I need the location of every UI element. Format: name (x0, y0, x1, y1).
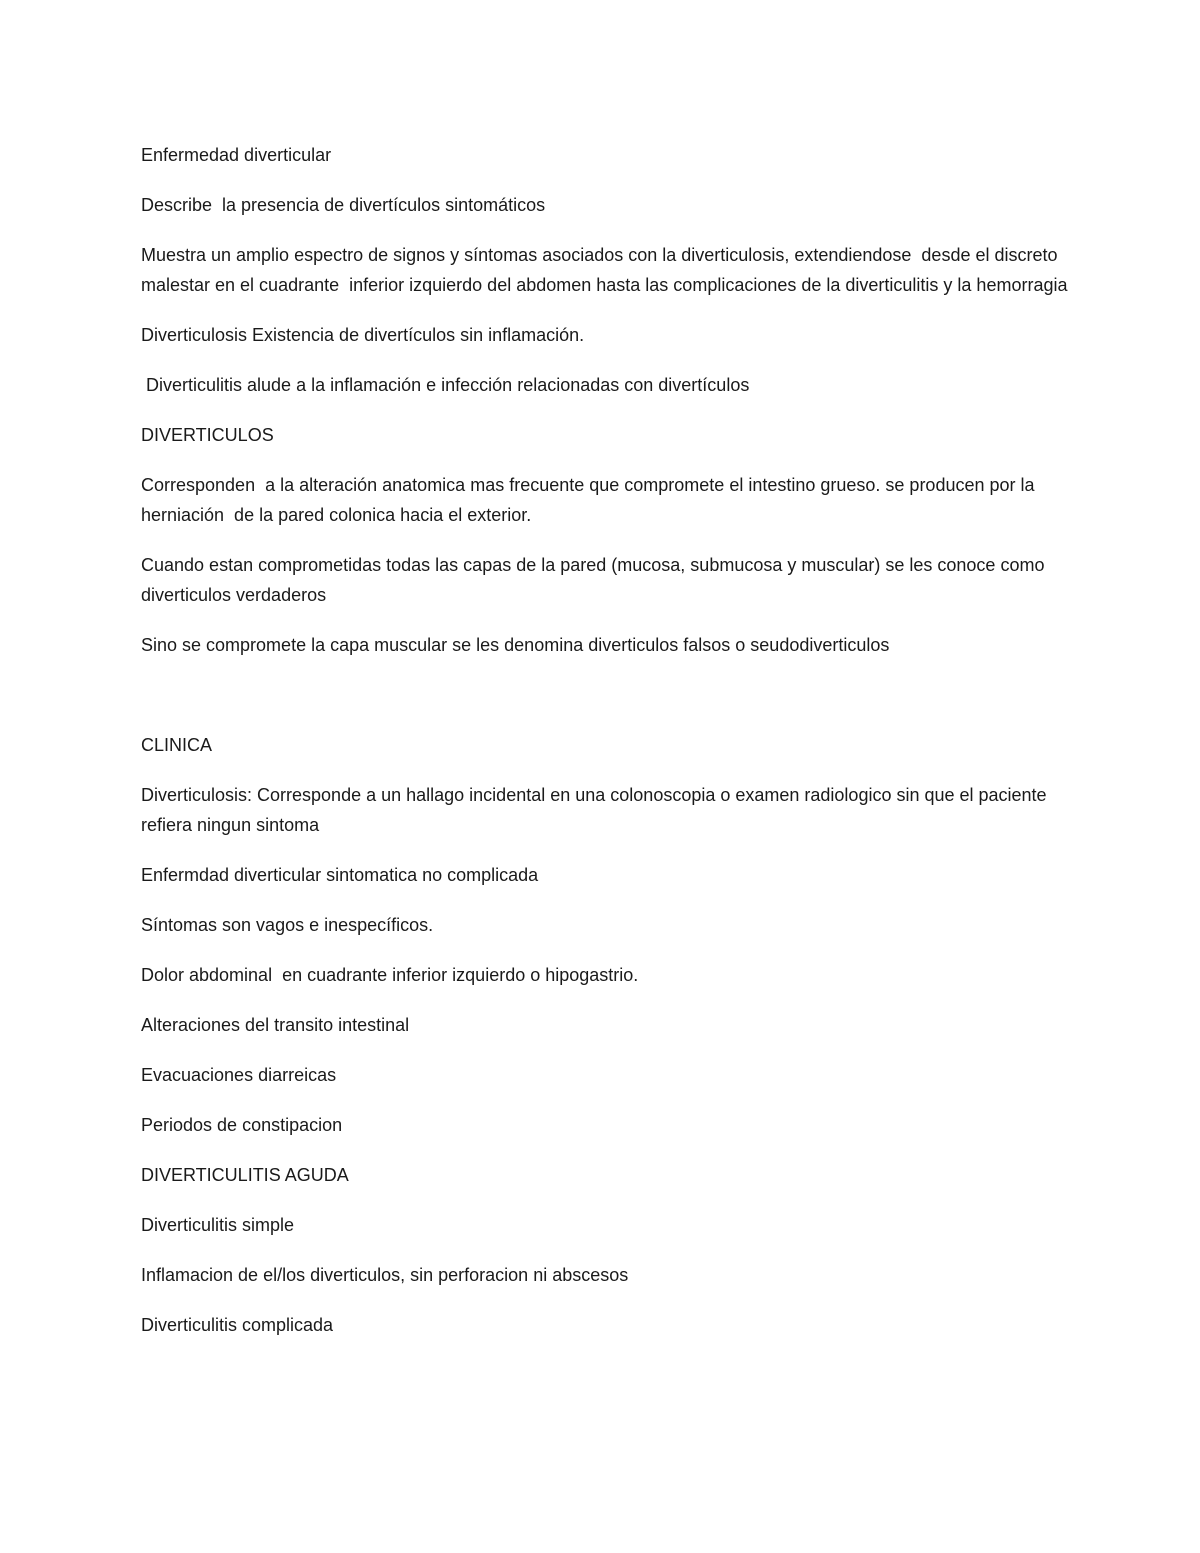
paragraph: Enfermdad diverticular sintomatica no complicada (141, 865, 539, 885)
paragraph: Diverticulitis alude a la inflamación e infección relacionadas con divertículos (141, 375, 750, 395)
paragraph: Diverticulitis complicada (141, 1315, 334, 1335)
paragraph: Sino se compromete la capa muscular se les denomina diverticulos falsos o seudodiverticulos (141, 635, 890, 655)
paragraph: Cuando estan comprometidas todas las capas de la pared (mucosa, submucosa y muscular) se les conoce como diverticulos verdaderos (141, 555, 1050, 605)
paragraph: Diverticulosis: Corresponde a un hallago incidental en una colonoscopia o examen radiologico sin que el paciente refiera ningun sintoma (141, 785, 1052, 835)
paragraph: Diverticulitis simple (141, 1215, 295, 1235)
paragraph: Muestra un amplio espectro de signos y síntomas asociados con la diverticulosis, extendiendose desde el discreto malestar en el cuadrante inferior izquierdo del abdomen hasta las complicaciones de la diverticulitis y la hemorragia (141, 245, 1068, 295)
document-body (141, 140, 1071, 1360)
paragraph: Describe la presencia de divertículos sintomáticos (141, 195, 546, 215)
paragraph: Síntomas son vagos e inespecíficos. (141, 915, 434, 935)
section-heading: CLINICA (141, 735, 213, 755)
paragraph: Evacuaciones diarreicas (141, 1065, 337, 1085)
paragraph: Inflamacion de el/los diverticulos, sin perforacion ni abscesos (141, 1265, 629, 1285)
paragraph: Corresponden a la alteración anatomica mas frecuente que compromete el intestino grueso. se producen por la herniación de la pared colonica hacia el exterior. (141, 475, 1040, 525)
paragraph: Periodos de constipacion (141, 1115, 343, 1135)
paragraph: Alteraciones del transito intestinal (141, 1015, 410, 1035)
section-heading: DIVERTICULOS (141, 425, 274, 445)
section-heading: DIVERTICULITIS AGUDA (141, 1165, 349, 1185)
paragraph: Dolor abdominal en cuadrante inferior izquierdo o hipogastrio. (141, 965, 639, 985)
paragraph: Diverticulosis Existencia de divertículos sin inflamación. (141, 325, 585, 345)
paragraph: Enfermedad diverticular (141, 145, 332, 165)
